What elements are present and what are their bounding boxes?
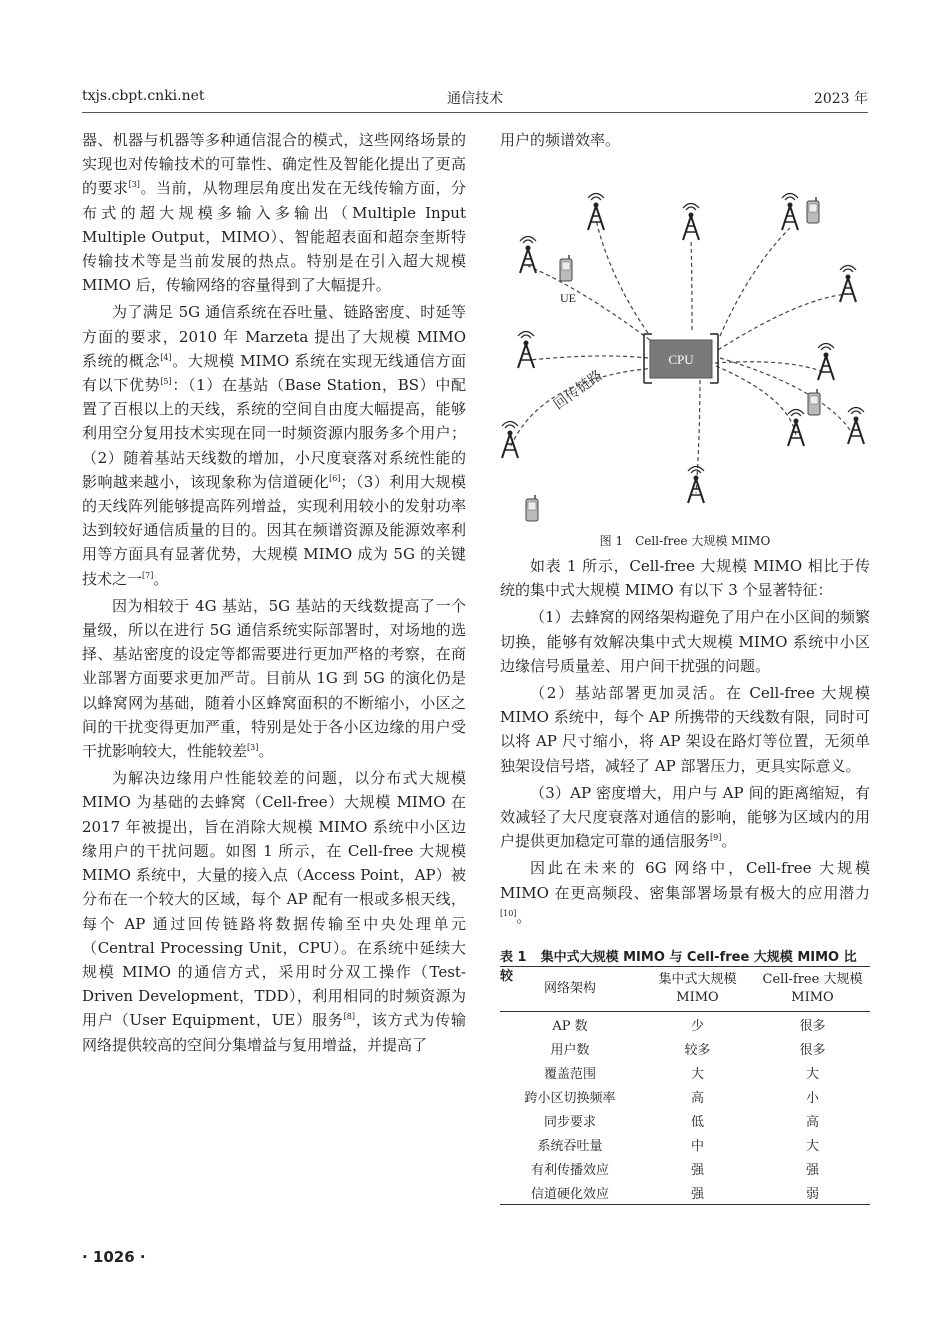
antenna-icon	[518, 332, 534, 369]
table-cell: 很多	[799, 1042, 826, 1058]
table-row	[500, 1132, 870, 1156]
paragraph: 因此在未来的 6G 网络中，Cell-free 大规模 MIMO 在更高频段、密集部署场景有极大的应用潜力[10]。	[500, 859, 870, 926]
table-title: 集中式大规模 MIMO 与 Cell-free 大规模 MIMO 比较	[500, 950, 857, 984]
journal-name: 通信技术	[447, 91, 503, 107]
table-cell: 大	[805, 1138, 819, 1154]
table-cell: 弱	[755, 1180, 870, 1205]
comparison-table	[500, 966, 870, 1205]
antenna-icon	[688, 467, 704, 504]
table-header: Cell-free 大规模 MIMO	[755, 967, 870, 1012]
table-header-row	[500, 967, 870, 1012]
phone-icon	[807, 197, 819, 223]
paragraph: 为解决边缘用户性能较差的问题，以分布式大规模 MIMO 为基础的去蜂窝（Cell-free）大规模 MIMO 在 2017 年被提出，旨在消除大规模 MIMO 系统中小区边缘用户的干扰问题。如图 1 所示，在 Cell-free 大规模 MIMO 系统中，大量的接入点（Access Point，AP）被分布在一个较大的区域，每个 AP 配有一根或多根天线，每个 AP 通过回传链路将数据传输至中央处理单元（Central Processing Unit，CPU）。在系统中延续大规模 MIMO 的通信方式，采用时分双工操作（Test-Driven Development，TDD），利用相同的时频资源为用户（User Equipment，UE）服务[8]，该方式为传输网络提供较高的空间分集增益与复用增益，并提高了	[82, 769, 466, 1054]
paragraph: 用户的频谱效率。	[500, 131, 621, 149]
table-cell: 强	[640, 1180, 755, 1205]
table-cell: 低	[690, 1114, 704, 1130]
table-cell: 强	[690, 1162, 704, 1178]
table-row	[500, 1036, 870, 1060]
backhaul-label: 回传链路	[550, 367, 606, 414]
table-header: 集中式大规模 MIMO	[640, 967, 755, 1012]
paragraph: （3）AP 密度增大，用户与 AP 间的距离缩短，有效减轻了大尺度衰落对通信的影响，能够为区域内的用户提供更加稳定可靠的通信服务[9]。	[500, 783, 870, 851]
table-row	[500, 1060, 870, 1084]
cpu-label: CPU	[668, 352, 694, 367]
antenna-icon	[588, 194, 604, 231]
table-cell: 覆盖范围	[543, 1066, 596, 1082]
antenna-icon	[840, 266, 856, 303]
paragraph: 因为相较于 4G 基站，5G 基站的天线数提高了一个量级，所以在进行 5G 通信系统实际部署时，对场地的选择、基站密度的设定等都需要进行更加严格的考察，在商业部署方面要求更加严苛。目前从 1G 到 5G 的演化仍是以蜂窝网为基础，随着小区蜂窝面积的不断缩小，小区之间的干扰变得更加严重，特别是处于各小区边缘的用户受干扰影响较大，性能较差[3]。	[82, 596, 466, 761]
table-cell: 大	[805, 1066, 819, 1082]
paragraph: （1）去蜂窝的网络架构避免了用户在小区间的频繁切换，能够有效解决集中式大规模 MIMO 系统中小区边缘信号质量差、用户间干扰强的问题。	[500, 608, 870, 675]
table-cell: 系统吞吐量	[537, 1138, 603, 1154]
table-cell: 跨小区切换频率	[524, 1090, 616, 1106]
table-cell: 有利传播效应	[530, 1162, 609, 1178]
antenna-icon	[782, 194, 798, 231]
table-cell: AP 数	[552, 1018, 588, 1034]
paragraph: 为了满足 5G 通信系统在吞吐量、链路密度、时延等方面的要求，2010 年 Marzeta 提出了大规模 MIMO 系统的概念[4]。大规模 MIMO 系统在实现无线通信方面有以下优势[5]：（1）在基站（Base Station，BS）中配置了百根以上的天线，系统的空间自由度大幅提高，能够利用空分复用技术实现在同一时频资源内服务多个用户；（2）随着基站天线数的增加，小尺度衰落对系统性能的影响越来越小，该现象称为信道硬化[6]；（3）利用大规模的天线阵列能够提高阵列增益，实现利用较小的发射功率达到较好通信质量的目的。因其在频谱资源及能源效率利用等方面具有显著优势，大规模 MIMO 成为 5G 的关键技术之一[7]。	[82, 303, 466, 588]
right-column-top	[500, 128, 870, 152]
cell-free-mimo-figure	[500, 158, 870, 528]
antenna-icon	[520, 237, 536, 274]
antenna-icon	[683, 204, 699, 241]
table-row	[500, 1108, 870, 1132]
page-header	[82, 88, 868, 108]
table-row	[500, 1156, 870, 1180]
journal-url: txjs.cbpt.cnki.net	[82, 88, 205, 104]
paragraph: 如表 1 所示，Cell-free 大规模 MIMO 相比于传统的集中式大规模 MIMO 有以下 3 个显著特征：	[500, 557, 870, 600]
table-cell: 信道硬化效应	[500, 1180, 640, 1205]
table-cell: 高	[805, 1114, 819, 1130]
journal-year: 2023 年	[813, 91, 868, 107]
paragraph: （2）基站部署更加灵活。在 Cell-free 大规模 MIMO 系统中，每个 AP 所携带的天线数有限，同时可以将 AP 尺寸缩小，将 AP 架设在路灯等位置，无须单独架设信号塔，减轻了 AP 部署压力，更具实际意义。	[500, 684, 870, 775]
header-rule	[82, 112, 868, 113]
phone-icon	[526, 495, 538, 521]
table-cell: 同步要求	[543, 1114, 596, 1130]
table-label: 表 1	[500, 950, 527, 965]
table-cell: 用户数	[550, 1042, 590, 1058]
table-row	[500, 1012, 870, 1037]
left-column	[82, 128, 466, 1057]
table-cell: 较多	[684, 1042, 711, 1058]
table-cell: 很多	[799, 1018, 826, 1034]
antenna-icon	[848, 408, 864, 445]
table-row	[500, 1084, 870, 1108]
page-number: · 1026 ·	[82, 1248, 146, 1266]
phone-icon	[808, 389, 820, 415]
table-cell: 小	[805, 1090, 819, 1106]
table-cell: 强	[805, 1162, 819, 1178]
antenna-icon	[788, 410, 804, 447]
table-header: 网络架构	[500, 967, 640, 1012]
paragraph: 器、机器与机器等多种通信混合的模式，这些网络场景的实现也对传输技术的可靠性、确定性及智能化提出了更高的要求[3]。当前，从物理层角度出发在无线传输方面，分布式的超大规模多输入多输出（Multiple Input Multiple Output，MIMO）、智能超表面和超奈奎斯特传输技术等是当前发展的热点。特别是在引入超大规模 MIMO 后，传输网络的容量得到了大幅提升。	[82, 131, 466, 295]
table-cell: 高	[690, 1090, 704, 1106]
table-cell: 大	[690, 1066, 704, 1082]
right-column	[500, 554, 870, 929]
antenna-icon	[502, 422, 518, 459]
antenna-icon	[818, 344, 834, 381]
phone-icon	[560, 255, 572, 281]
figure-caption: 图 1 Cell-free 大规模 MIMO	[599, 534, 771, 548]
table-cell: 中	[690, 1138, 704, 1154]
table-row	[500, 1180, 870, 1205]
ue-label: UE	[560, 291, 576, 305]
table-cell: 少	[690, 1018, 704, 1034]
